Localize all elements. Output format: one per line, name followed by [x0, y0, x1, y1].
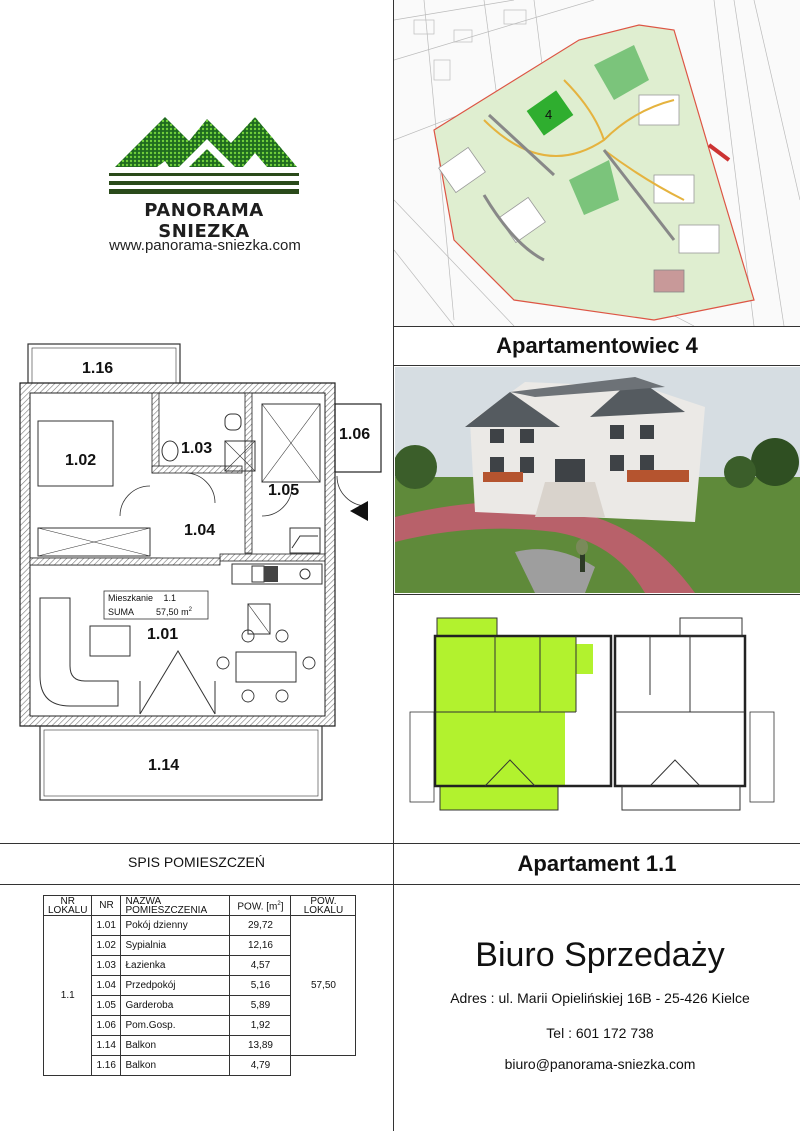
room-name-cell: Przedpokój [121, 976, 230, 996]
building-floor-overview [400, 600, 800, 840]
summary-apartment-label: Mieszkanie [108, 593, 154, 603]
rooms-list-title: SPIS POMIESZCZEŃ [128, 854, 265, 870]
room-nr-cell: 1.14 [92, 1036, 121, 1056]
rooms-table-body [44, 916, 356, 1076]
room-area-cell: 1,92 [230, 1016, 291, 1036]
summary-unit: m [181, 607, 189, 617]
header-total: POW. LOKALU [291, 896, 356, 916]
room-label-1-01: 1.01 [147, 626, 179, 643]
room-area-cell: 13,89 [230, 1036, 291, 1056]
building-title: Apartamentowiec 4 [496, 333, 698, 358]
sales-office-email[interactable]: biuro@panorama-sniezka.com [504, 1056, 696, 1072]
divider-render-plan [393, 594, 800, 595]
room-nr-cell: 1.02 [92, 936, 121, 956]
website-link[interactable]: www.panorama-sniezka.com [109, 237, 301, 254]
divider-title-render [393, 365, 800, 366]
apartment-summary [108, 592, 208, 618]
apartment-floor-plan [0, 336, 393, 806]
sales-office-address: Adres : ul. Marii Opielińskiej 16B - 25-426 Kielce [450, 990, 750, 1006]
sales-office-title: Biuro Sprzedaży [475, 936, 725, 974]
divider-map-title [393, 326, 800, 327]
room-label-1-03: 1.03 [181, 440, 213, 457]
room-name-cell: Łazienka [121, 956, 230, 976]
room-area-cell: 29,72 [230, 916, 291, 936]
room-area-cell: 5,89 [230, 996, 291, 1016]
divider-upper [0, 843, 800, 844]
room-name-cell: Pokój dzienny [121, 916, 230, 936]
room-name-cell: Garderoba [121, 996, 230, 1016]
summary-sum-value: 57,50 [156, 607, 179, 617]
rooms-table [43, 895, 356, 1076]
sales-office-phone: Tel : 601 172 738 [546, 1025, 654, 1041]
room-nr-cell: 1.01 [92, 916, 121, 936]
room-name-cell: Balkon [121, 1056, 230, 1076]
room-nr-cell: 1.05 [92, 996, 121, 1016]
room-label-1-16: 1.16 [82, 360, 114, 377]
lokal-total-cell: 57,50 [291, 916, 356, 1056]
room-nr-cell: 1.16 [92, 1056, 121, 1076]
room-label-1-05: 1.05 [268, 482, 300, 499]
room-name-cell: Balkon [121, 1036, 230, 1056]
empty-cell [291, 1056, 356, 1076]
summary-apartment-no: 1.1 [163, 593, 177, 603]
room-area-cell: 4,57 [230, 956, 291, 976]
apartment-title: Apartament 1.1 [517, 851, 677, 876]
room-label-1-06: 1.06 [339, 426, 371, 443]
room-label-1-04: 1.04 [184, 522, 216, 539]
header-nr: NR [92, 896, 121, 916]
mountains-logo-icon [97, 67, 311, 207]
building-number-label: 4 [545, 107, 553, 122]
room-name-cell: Sypialnia [121, 936, 230, 956]
room-name-cell: Pom.Gosp. [121, 1016, 230, 1036]
room-nr-cell: 1.04 [92, 976, 121, 996]
divider-lower [0, 884, 800, 885]
room-area-cell: 5,16 [230, 976, 291, 996]
header-name: NAZWA POMIESZCZENIA [121, 896, 230, 916]
room-nr-cell: 1.03 [92, 956, 121, 976]
building-render-image [395, 367, 800, 593]
lokal-number-cell: 1.1 [44, 916, 92, 1076]
header-lokal: NR LOKALU [44, 896, 92, 916]
room-label-1-14: 1.14 [148, 757, 180, 774]
summary-unit-sup: 2 [188, 607, 192, 613]
room-area-cell: 4,79 [230, 1056, 291, 1076]
header-area: POW. $[m^2]$ [230, 896, 291, 916]
table-row [44, 916, 356, 936]
room-label-1-02: 1.02 [65, 452, 97, 469]
room-nr-cell: 1.06 [92, 1016, 121, 1036]
room-area-cell: 12,16 [230, 936, 291, 956]
logo-name: PANORAMA SNIEZKA [144, 200, 264, 242]
site-map [394, 0, 800, 326]
summary-sum-label: SUMA [108, 607, 134, 617]
